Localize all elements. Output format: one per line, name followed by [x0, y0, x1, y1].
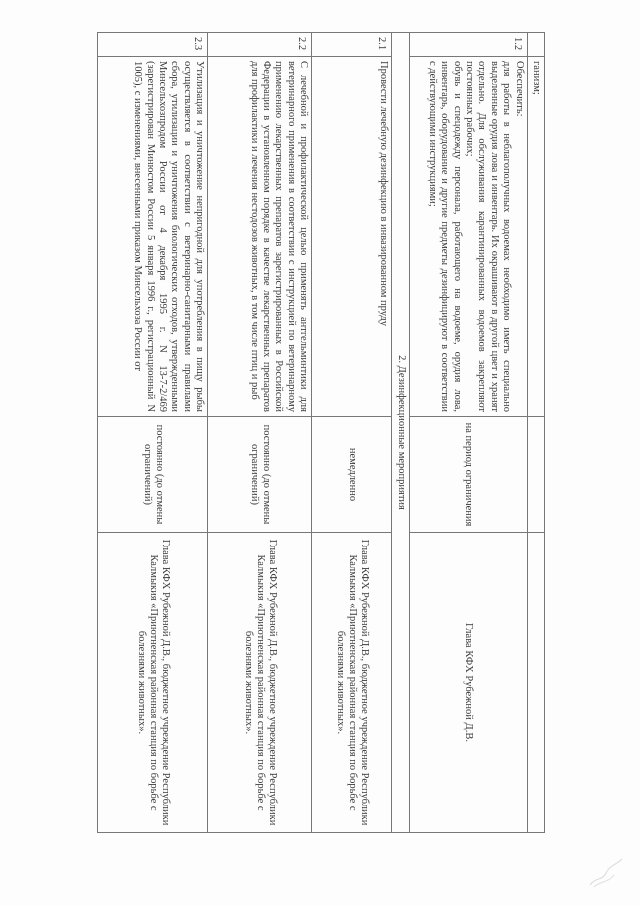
row-number: 1.2 — [409, 33, 527, 57]
section-heading: 2. Дезинфекционные мероприятия — [392, 33, 409, 833]
table-row — [527, 33, 544, 833]
table-row — [312, 33, 392, 833]
measure-responsible — [527, 533, 544, 833]
table-row — [409, 33, 527, 833]
measure-responsible: Глава КФХ Рубежной Д.В., бюджетное учреждение Республики Калмыкия «Приютненская районная станция по борьбе с болезнями животных». — [312, 533, 392, 833]
measure-term: постоянно (до отмены ограничений) — [208, 417, 312, 533]
row-number: 2.3 — [98, 33, 208, 57]
measure-responsible: Глава КФХ Рубежной Д.В., бюджетное учреждение Республики Калмыкия «Приютненская районная станция по борьбе с болезнями животных». — [98, 533, 208, 833]
table-row — [98, 33, 208, 833]
rotated-table-container — [85, 32, 545, 832]
measure-term: постоянно (до отмены ограничений) — [98, 417, 208, 533]
section-row — [392, 33, 409, 833]
measure-description: С лечебной и профилактической целью применять антгельминтики для ветеринарного применения в соответствии с инструкцией по ветеринарному применению лекарственных препаратов зарегистрированных в Российской Федерации в установленном порядке в качестве лекарственных препаратов для профилактики и лечения нестодозов животных, в том числе птиц и рыб — [208, 57, 312, 417]
measure-term: на период ограничения — [409, 417, 527, 533]
measure-responsible: Глава КФХ Рубежной Д.В., бюджетное учреждение Республики Калмыкия «Приютненская районная станция по борьбе с болезнями животных». — [208, 533, 312, 833]
description-line: для работы в неблагополучных водоемах необходимо иметь специально выделенные орудия лова и инвентарь. Их окрашивают в другой цвет и хранят отдельно. Для обслуживания карантинированных водоемов закрепляют постоянных рабочих; — [464, 61, 513, 412]
description-line: Обеспечить: — [513, 61, 525, 117]
row-number — [527, 33, 544, 57]
measure-term — [527, 417, 544, 533]
measure-term: немедленно — [312, 417, 392, 533]
handwritten-mark-icon — [586, 851, 626, 891]
measure-responsible: Глава КФХ Рубежной Д.В. — [409, 533, 527, 833]
row-number: 2.1 — [312, 33, 392, 57]
measure-description — [409, 57, 527, 417]
table-row — [208, 33, 312, 833]
row-number: 2.2 — [208, 33, 312, 57]
description-line: обувь и спецодежду персонала, работающего на водоеме, орудия лова, инвентарь, оборудование и другие предметы дезинфицируют в соответствии с действующими инструкциями; — [427, 61, 463, 412]
measure-description: Провести лечебную дезинфекцию в инвазированном пруду — [312, 57, 392, 417]
measure-description: Утилизация и уничтожение непригодной для употребления в пищу рыбы осуществляется в соответствии с ветеринарно-санитарными правилами сбора, утилизации и уничтожения биологических отходов, утвержденными Минсельхозпродом России от 4 декабря 1995 г. N 13-7-2/469 (зарегистрирован Минюстом России 5 января 1996 г., регистрационный N 1005), с изменениями, внесенными приказом Минсельхоза России от — [98, 57, 208, 417]
measures-table — [97, 32, 545, 833]
measure-description: ганизм; — [527, 57, 544, 417]
